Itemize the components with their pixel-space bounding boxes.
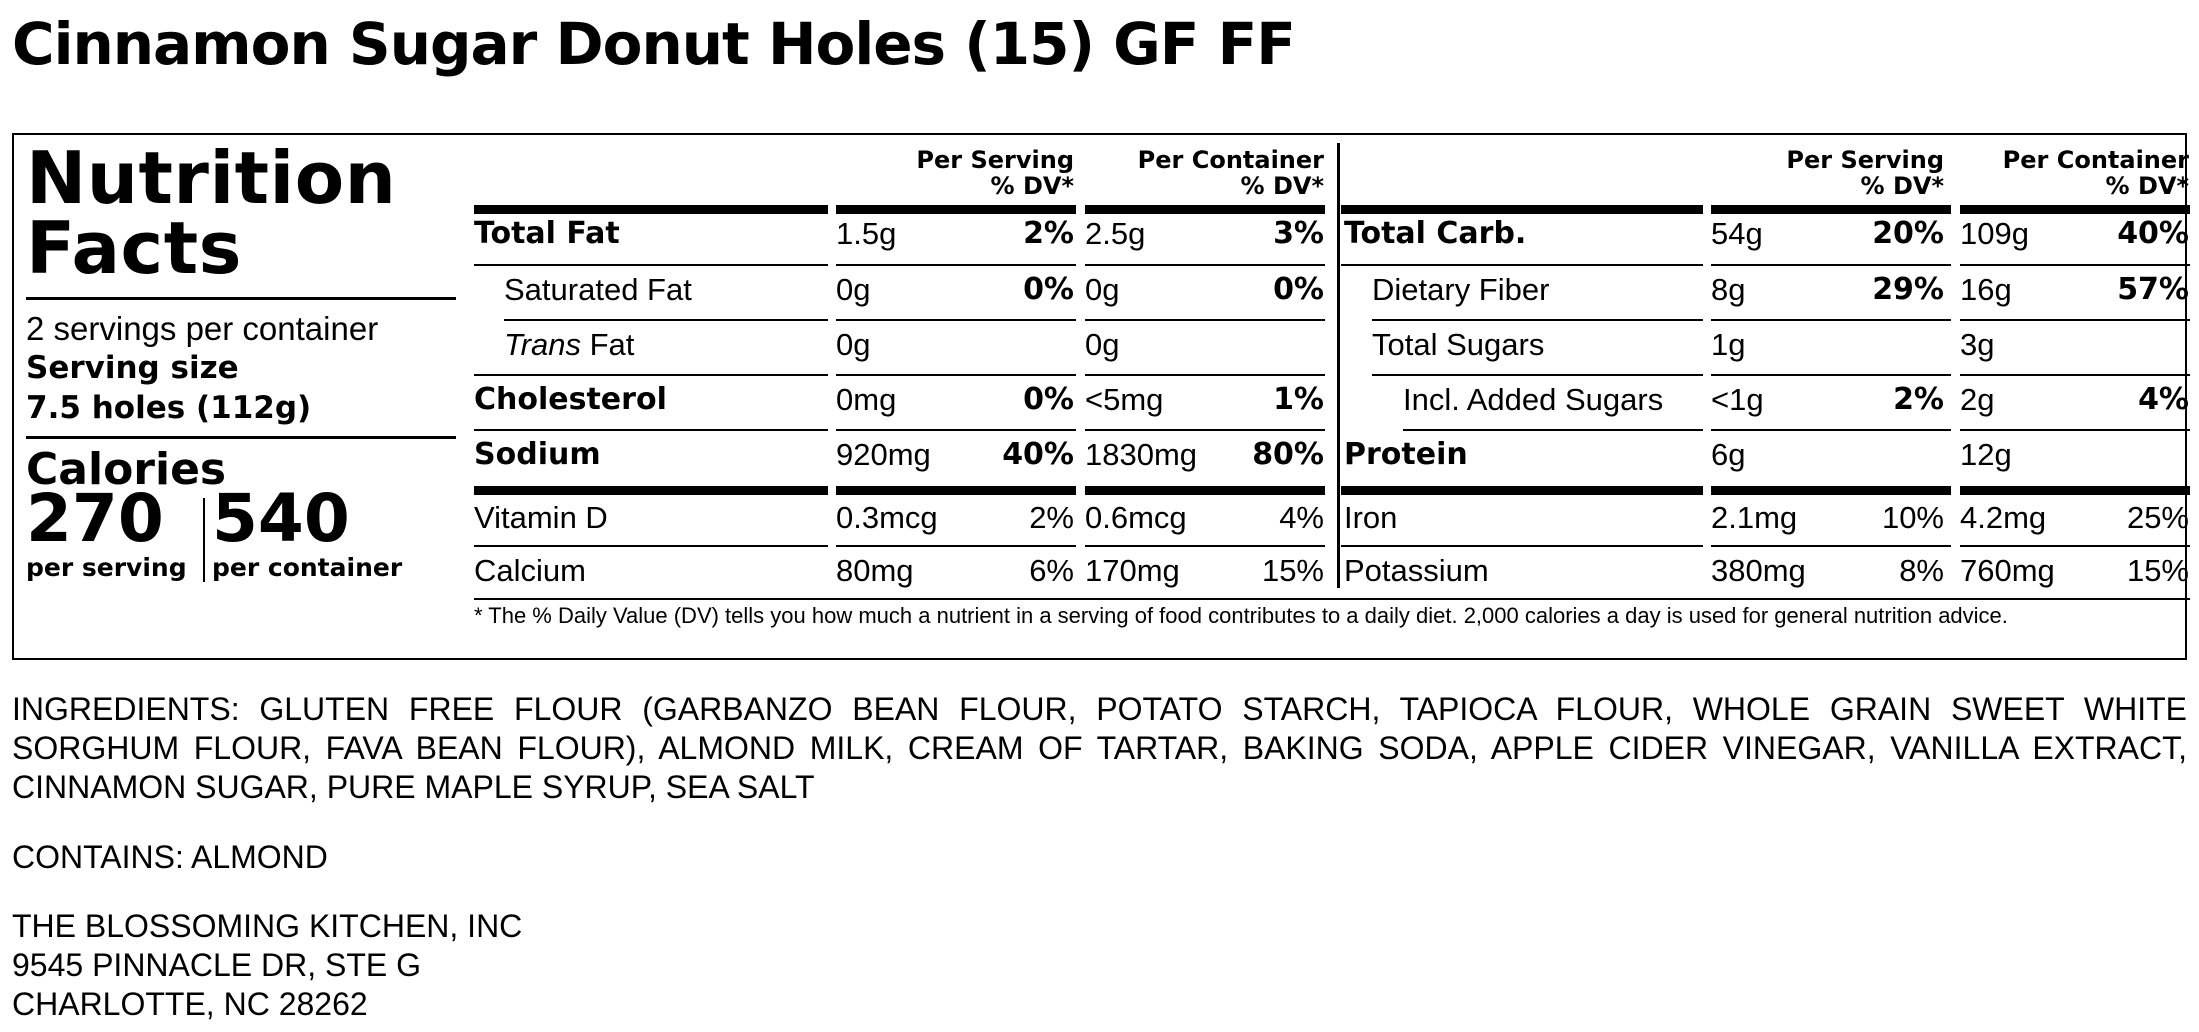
container-dv: 15% [1261, 553, 1324, 588]
thick-bar [836, 486, 1076, 495]
row-divider [836, 429, 1076, 431]
container-amount: 0g [1085, 272, 1120, 307]
heading-line-2: Facts [26, 206, 243, 290]
nutrient-name: Total Sugars [1372, 327, 1545, 362]
serving-amount: 0.3mcg [836, 500, 938, 535]
row-divider [1711, 319, 1951, 321]
serving-amount: 0g [836, 272, 871, 307]
heading-divider [26, 297, 456, 300]
vitamin-name: Vitamin D [474, 500, 608, 535]
row-divider [1085, 264, 1325, 266]
serving-dv: 2% [1893, 382, 1944, 417]
thick-bar [1960, 486, 2190, 495]
serving-amount: 54g [1711, 216, 1763, 251]
thick-bar [1711, 205, 1951, 214]
per-serving-caption: per serving [26, 553, 187, 582]
serving-dv: 29% [1872, 272, 1944, 307]
serving-size-label: Serving size [26, 350, 239, 386]
container-amount: 760mg [1960, 553, 2055, 588]
row-divider [1711, 545, 1951, 547]
serving-amount: 80mg [836, 553, 914, 588]
container-amount: <5mg [1085, 382, 1164, 417]
company-name: THE BLOSSOMING KITCHEN, INC [12, 908, 523, 944]
row-divider [474, 545, 828, 547]
nutrient-name-italic: Trans [504, 327, 581, 362]
serving-amount: 0mg [836, 382, 897, 417]
thick-bar [1960, 205, 2190, 214]
nutrient-name: Protein [1344, 437, 1468, 472]
row-divider [1960, 374, 2190, 376]
footnote-divider [474, 598, 2190, 600]
left-header-per-serving [834, 147, 1074, 199]
container-dv: 3% [1273, 216, 1324, 251]
row-divider [1960, 429, 2190, 431]
heading-line-1: Nutrition [26, 136, 397, 220]
serving-dv: 20% [1872, 216, 1944, 251]
row-divider [1341, 264, 1703, 266]
container-dv: 15% [2126, 553, 2189, 588]
container-amount: 2.5g [1085, 216, 1146, 251]
serving-amount: 1.5g [836, 216, 897, 251]
serving-divider [26, 436, 456, 439]
serving-dv: 6% [1029, 553, 1074, 588]
row-divider [1085, 545, 1325, 547]
nutrient-name: Total Fat [474, 216, 620, 251]
thick-bar [1085, 486, 1325, 495]
header-label: Per Container [1137, 146, 1324, 174]
container-amount: 16g [1960, 272, 2012, 307]
row-divider [1341, 545, 1703, 547]
thick-bar [474, 205, 828, 214]
container-dv: 1% [1273, 382, 1324, 417]
row-divider [1085, 374, 1325, 376]
right-header-per-serving [1704, 147, 1944, 199]
vitamin-name: Iron [1344, 500, 1398, 535]
ingredients: INGREDIENTS: GLUTEN FREE FLOUR (GARBANZO BEAN FLOUR, POTATO STARCH, TAPIOCA FLOUR, WHOLE GRAIN SWEET WHITE SORGHUM FLOUR, FAVA BEAN FLOUR), ALMOND MILK, CREAM OF TARTAR, BAKING SODA, APPLE CIDER VINEGAR, VANILLA EXTRACT, CINNAMON SUGAR, PURE MAPLE SYRUP, SEA SALT [12, 691, 2187, 805]
serving-amount: 0g [836, 327, 871, 362]
row-divider [836, 545, 1076, 547]
nutrient-name-rest: Fat [580, 327, 635, 362]
address-line-1: 9545 PINNACLE DR, STE G [12, 947, 422, 983]
header-dv: % DV* [2105, 172, 2189, 200]
per-container-caption: per container [212, 553, 403, 582]
product-title: Cinnamon Sugar Donut Holes (15) GF FF [12, 10, 1295, 78]
row-divider [504, 319, 828, 321]
nutrition-facts-label [12, 133, 2187, 660]
header-dv: % DV* [1860, 172, 1944, 200]
row-divider [1403, 429, 1703, 431]
row-divider [1372, 374, 1703, 376]
container-amount: 0g [1085, 327, 1120, 362]
row-divider [1085, 429, 1325, 431]
vitamin-name: Calcium [474, 553, 586, 588]
header-label: Per Serving [1786, 146, 1944, 174]
serving-dv: 2% [1029, 500, 1074, 535]
header-dv: % DV* [1240, 172, 1324, 200]
serving-amount: 920mg [836, 437, 931, 472]
thick-bar [1341, 205, 1703, 214]
container-amount: 2g [1960, 382, 1995, 417]
servings-per-container: 2 servings per container [26, 310, 379, 347]
nutrient-name: Dietary Fiber [1372, 272, 1550, 307]
right-header-per-container [1949, 147, 2189, 199]
container-amount: 12g [1960, 437, 2012, 472]
nutrient-name: Incl. Added Sugars [1403, 382, 1664, 417]
serving-amount: 2.1mg [1711, 500, 1798, 535]
container-dv: 80% [1252, 437, 1324, 472]
container-amount: 0.6mcg [1085, 500, 1187, 535]
thick-bar [1085, 205, 1325, 214]
header-dv: % DV* [990, 172, 1074, 200]
row-divider [1960, 264, 2190, 266]
serving-amount: 380mg [1711, 553, 1806, 588]
nutrition-facts-heading [26, 136, 397, 290]
serving-dv: 0% [1023, 272, 1074, 307]
container-dv: 4% [1279, 500, 1324, 535]
dv-footnote: * The % Daily Value (DV) tells you how much a nutrient in a serving of food contributes to a daily diet. 2,000 calories a day is used for general nutrition advice. [474, 603, 2008, 628]
container-amount: 4.2mg [1960, 500, 2047, 535]
row-divider [1085, 319, 1325, 321]
container-amount: 170mg [1085, 553, 1180, 588]
calories-per-serving: 270 [26, 480, 164, 557]
row-divider [836, 374, 1076, 376]
header-label: Per Serving [916, 146, 1074, 174]
serving-amount: 8g [1711, 272, 1746, 307]
serving-amount: 6g [1711, 437, 1746, 472]
row-divider [1711, 374, 1951, 376]
contains-allergens: CONTAINS: ALMOND [12, 839, 328, 875]
serving-size-value: 7.5 holes (112g) [26, 390, 312, 426]
container-amount: 1830mg [1085, 437, 1198, 472]
nutrient-name: Cholesterol [474, 382, 667, 417]
nutrient-name: Total Carb. [1344, 216, 1527, 251]
serving-dv: 2% [1023, 216, 1074, 251]
serving-amount: <1g [1711, 382, 1764, 417]
calories-label: Calories [26, 444, 227, 495]
thick-bar [836, 205, 1076, 214]
row-divider [1372, 319, 1703, 321]
container-dv: 25% [2126, 500, 2189, 535]
thick-bar [474, 486, 828, 495]
row-divider [474, 374, 828, 376]
container-dv: 57% [2117, 272, 2189, 307]
nutrient-name: Sodium [474, 437, 601, 472]
row-divider [1711, 264, 1951, 266]
row-divider [836, 264, 1076, 266]
serving-dv: 0% [1023, 382, 1074, 417]
center-divider [1337, 143, 1340, 588]
container-dv: 4% [2138, 382, 2189, 417]
thick-bar [1341, 486, 1703, 495]
row-divider [474, 429, 828, 431]
company-address [12, 907, 2187, 1024]
row-divider [1711, 429, 1951, 431]
left-header-per-container [1079, 147, 1324, 199]
container-amount: 109g [1960, 216, 2029, 251]
address-line-2: CHARLOTTE, NC 28262 [12, 986, 368, 1022]
row-divider [1960, 319, 2190, 321]
serving-dv: 8% [1899, 553, 1944, 588]
header-label: Per Container [2002, 146, 2189, 174]
container-dv: 0% [1273, 272, 1324, 307]
thick-bar [1711, 486, 1951, 495]
nutrient-name [504, 326, 634, 364]
calories-divider [203, 498, 205, 582]
row-divider [474, 264, 828, 266]
serving-dv: 40% [1002, 437, 1074, 472]
serving-amount: 1g [1711, 327, 1746, 362]
row-divider [836, 319, 1076, 321]
calories-per-container: 540 [212, 480, 350, 557]
nutrient-name: Saturated Fat [504, 272, 692, 307]
container-amount: 3g [1960, 327, 1995, 362]
serving-dv: 10% [1881, 500, 1944, 535]
row-divider [1960, 545, 2190, 547]
container-dv: 40% [2117, 216, 2189, 251]
vitamin-name: Potassium [1344, 553, 1489, 588]
